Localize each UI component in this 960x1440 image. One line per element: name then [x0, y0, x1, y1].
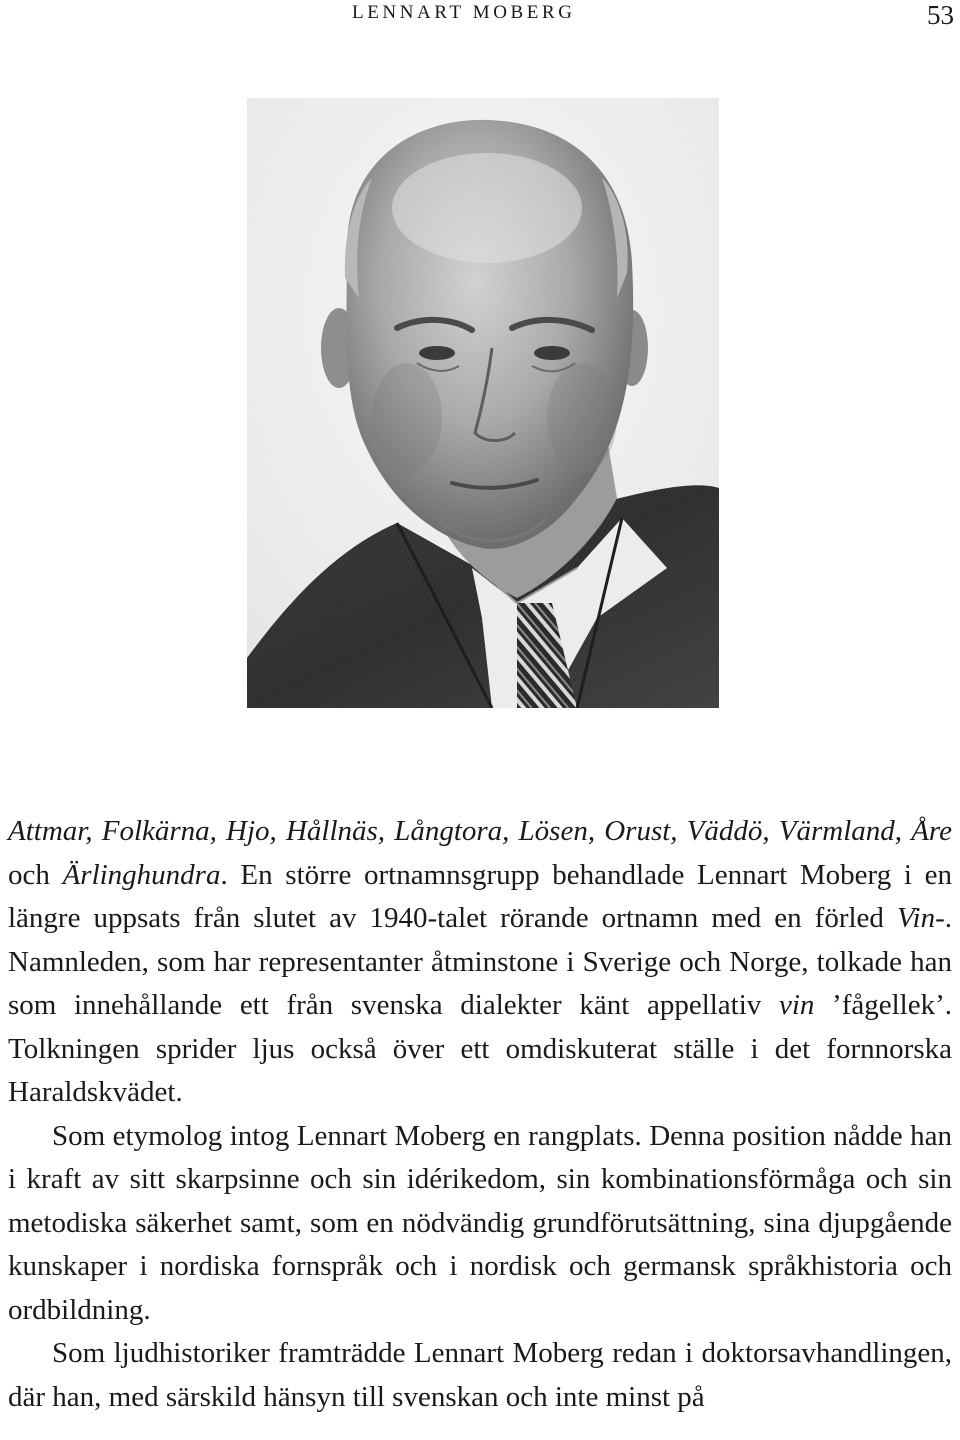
text-run: ’fågellek’. Tolkningen sprider ljus också över ett omdiskuterat ställe i det fornnorska Haraldskvädet. [8, 989, 952, 1108]
text-run: och [8, 858, 63, 891]
italic-term: Ärlinghundra [62, 858, 221, 891]
italic-term: vin [778, 989, 815, 1021]
running-title: LENNART MOBERG [352, 2, 576, 23]
text-run: Som ljudhistoriker framträdde Lennart Moberg redan i doktorsavhandlingen, där han, med särskild hänsyn till svenskan och inte minst på [8, 1337, 952, 1413]
italic-term: Vin- [896, 902, 945, 934]
text-run: . En större ortnamnsgrupp behandlade Lennart Moberg i en längre uppsats från slutet av 1940-talet rörande ortnamn med en förled [8, 858, 952, 934]
paragraph [8, 810, 952, 1115]
text-run: . Namnleden, som har representanter åtminstone i Sverige och Norge, tolkade han som innehållande ett från svenska dialekter känt appellativ [8, 902, 952, 1021]
body-text [8, 810, 952, 1419]
italic-term: Attmar, Folkärna, Hjo, Hållnäs, Långtora, Lösen, Orust, Väddö, Värmland, Åre [8, 815, 952, 847]
page-number: 53 [927, 0, 954, 30]
running-head [0, 0, 960, 40]
portrait-photo [247, 98, 719, 708]
text-run: Som etymolog intog Lennart Moberg en rangplats. Denna position nådde han i kraft av sitt skarpsinne och sin idérikedom, sin kombinationsförmåga och sin metodiska säkerhet samt, som en nödvändig grundförutsättning, sina djupgående kunskaper i nordiska fornspråk och i nordisk och germansk språkhistoria och ordbildning. [8, 1119, 952, 1326]
paragraph [8, 1332, 952, 1419]
paragraph [8, 1115, 952, 1333]
